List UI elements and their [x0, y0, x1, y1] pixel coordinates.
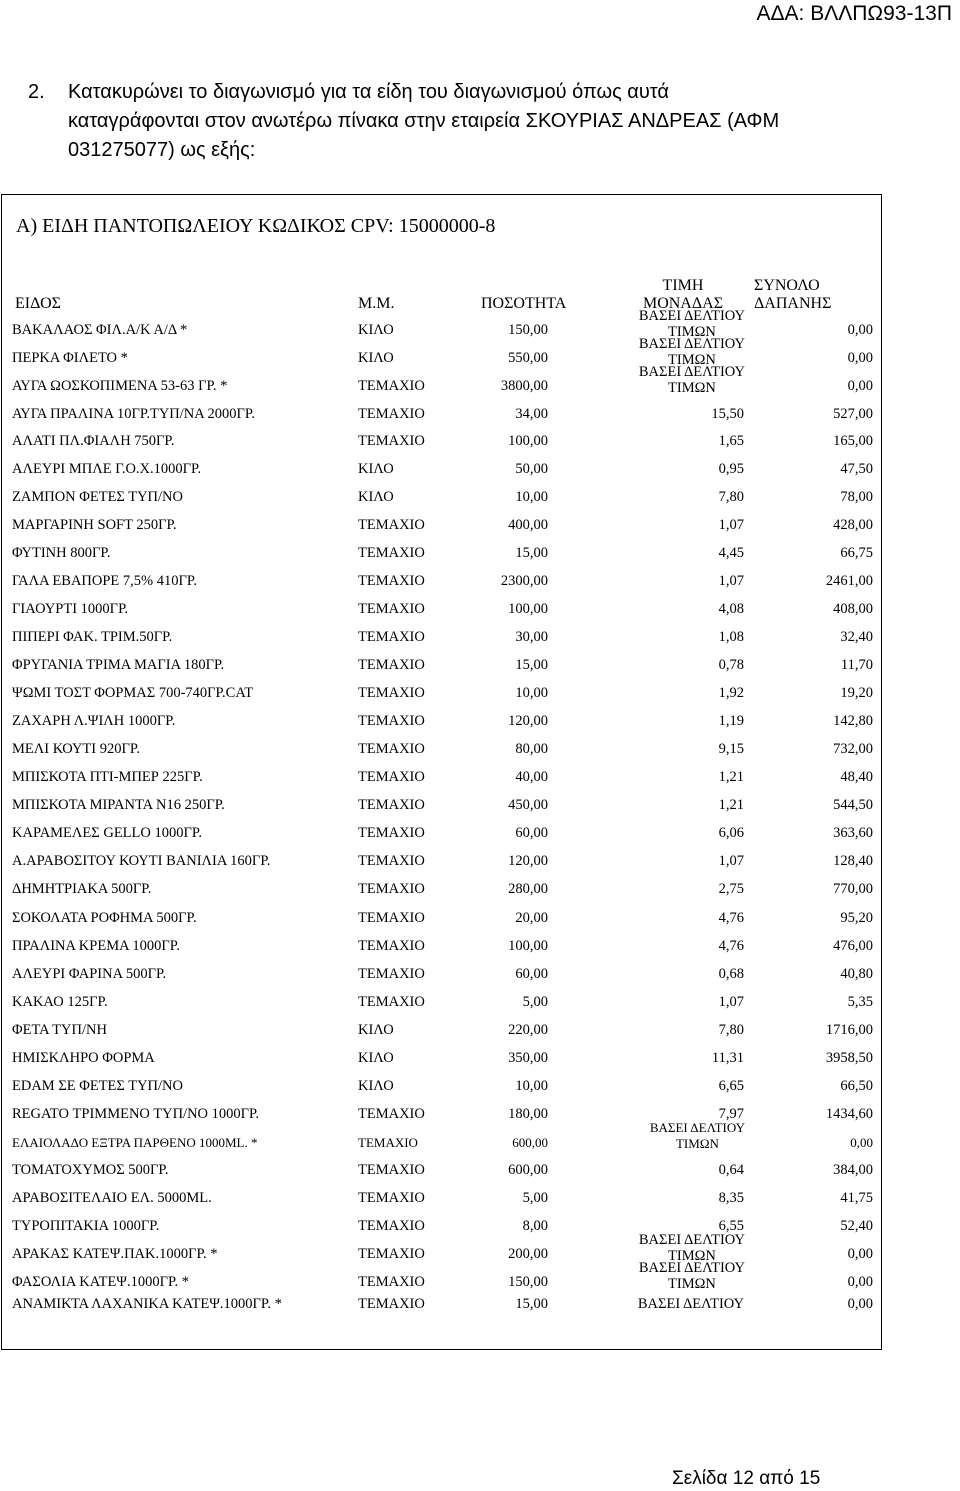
- table-row: [2, 594, 881, 622]
- cell-unit: ΤΕΜΑΧΙΟ: [358, 1162, 425, 1178]
- cell-price: 2,75: [718, 881, 744, 897]
- cell-total: 2461,00: [825, 573, 873, 589]
- cell-total: 11,70: [840, 657, 873, 673]
- cell-qty: 30,00: [515, 629, 548, 645]
- cell-unit: ΤΕΜΑΧΙΟ: [358, 938, 425, 954]
- cell-item: EDAM ΣΕ ΦΕΤΕΣ ΤΥΠ/ΝΟ: [12, 1078, 183, 1094]
- table-row: [2, 336, 881, 371]
- cell-qty: 180,00: [508, 1106, 548, 1122]
- table-row: [2, 846, 881, 874]
- col-header-total-line2: ΔΑΠΑΝΗΣ: [754, 295, 832, 312]
- intro-line-2: καταγράφονται στον ανωτέρω πίνακα στην εταιρεία ΣΚΟΥΡΙΑΣ ΑΝΔΡΕΑΣ (ΑΦΜ: [68, 110, 780, 132]
- cell-price: 9,15: [718, 741, 744, 757]
- price-note-line1: ΒΑΣΕΙ ΔΕΛΤΙΟΥ: [649, 1120, 745, 1135]
- cell-qty: 10,00: [515, 1078, 548, 1094]
- cell-item: Α.ΑΡΑΒΟΣΙΤΟΥ ΚΟΥΤΙ ΒΑΝΙΛΙΑ 160ΓΡ.: [12, 853, 271, 869]
- cell-total: 527,00: [833, 406, 873, 422]
- cell-total: 0,00: [847, 322, 873, 338]
- cell-total: 0,00: [847, 378, 873, 394]
- table-row: [2, 987, 881, 1015]
- table-row: [2, 622, 881, 650]
- cell-qty: 200,00: [508, 1246, 548, 1262]
- cell-price: 1,21: [718, 769, 744, 785]
- cell-price: 0,68: [718, 966, 744, 982]
- table-row: [2, 818, 881, 846]
- cell-price: ΒΑΣΕΙ ΔΕΛΤΙΟΥ: [637, 1296, 744, 1312]
- cell-price: 0,95: [718, 461, 744, 477]
- table-row: [2, 1043, 881, 1071]
- price-note-line1: ΒΑΣΕΙ ΔΕΛΤΙΟΥ: [638, 364, 745, 380]
- cell-price: 1,07: [718, 517, 744, 533]
- table-row: [2, 1120, 881, 1155]
- cell-item: ΑΝΑΜΙΚΤΑ ΛΑΧΑΝΙΚΑ ΚΑΤΕΨ.1000ΓΡ. *: [12, 1296, 282, 1312]
- intro-line-3: 031275077) ως εξής:: [68, 139, 256, 161]
- cell-total: 428,00: [833, 517, 873, 533]
- cell-item: ΑΛΕΥΡΙ ΦΑΡΙΝΑ 500ΓΡ.: [12, 966, 167, 982]
- cell-qty: 600,00: [512, 1135, 548, 1150]
- table-row: [2, 734, 881, 762]
- cell-qty: 150,00: [508, 1274, 548, 1290]
- cell-item: ΔΗΜΗΤΡΙΑΚΑ 500ΓΡ.: [12, 881, 152, 897]
- cell-item: ΦΡΥΓΑΝΙΑ ΤΡΙΜΑ ΜΑΓΙΑ 180ΓΡ.: [12, 657, 225, 673]
- price-note-line2: ΤΙΜΩΝ: [668, 352, 716, 368]
- cell-total: 770,00: [833, 881, 873, 897]
- cell-price-note: [650, 1120, 745, 1152]
- cell-item: ΤΟΜΑΤΟΧΥΜΟΣ 500ΓΡ.: [12, 1162, 169, 1178]
- table-row: [2, 650, 881, 678]
- cell-qty: 120,00: [508, 713, 548, 729]
- cell-qty: 15,00: [515, 657, 548, 673]
- cell-unit: ΤΕΜΑΧΙΟ: [358, 1218, 425, 1234]
- cell-qty: 5,00: [522, 1190, 548, 1206]
- cell-unit: ΤΕΜΑΧΙΟ: [358, 545, 425, 561]
- price-note-line2: ΤΙΜΩΝ: [668, 380, 716, 396]
- cell-unit: ΤΕΜΑΧΙΟ: [358, 1135, 418, 1150]
- table-row: [2, 1295, 881, 1317]
- cell-price: 11,31: [711, 1050, 744, 1066]
- cell-total: 165,00: [833, 433, 873, 449]
- table-row: [2, 364, 881, 399]
- cell-price: 1,07: [718, 994, 744, 1010]
- cell-total: 95,20: [840, 910, 873, 926]
- table-row: [2, 308, 881, 343]
- cell-total: 66,75: [840, 545, 873, 561]
- table-row: [2, 678, 881, 706]
- cell-item: ΜΕΛΙ ΚΟΥΤΙ 920ΓΡ.: [12, 741, 140, 757]
- table-row: [2, 790, 881, 818]
- price-note-line2: ΤΙΜΩΝ: [668, 1248, 716, 1264]
- cell-item: ΠΙΠΕΡΙ ΦΑΚ. ΤΡΙΜ.50ΓΡ.: [12, 629, 173, 645]
- table-row: [2, 874, 881, 902]
- cell-price: 15,50: [711, 406, 744, 422]
- cell-qty: 50,00: [515, 461, 548, 477]
- cell-qty: 60,00: [515, 825, 548, 841]
- price-note-line1: ΒΑΣΕΙ ΔΕΛΤΙΟΥ: [638, 336, 745, 352]
- table-row: [2, 454, 881, 482]
- intro-line-1: Κατακυρώνει το διαγωνισμό για τα είδη του διαγωνισμού όπως αυτά: [68, 81, 669, 103]
- col-header-total-line1: ΣΥΝΟΛΟ: [754, 277, 820, 294]
- cell-total: 19,20: [840, 685, 873, 701]
- cell-unit: ΤΕΜΑΧΙΟ: [358, 881, 425, 897]
- col-header-item: ΕΙΔΟΣ: [15, 295, 61, 312]
- cell-qty: 2300,00: [500, 573, 548, 589]
- cell-item: ΑΡΑΒΟΣΙΤΕΛΑΙΟ ΕΛ. 5000ML.: [12, 1190, 212, 1206]
- cell-total: 384,00: [833, 1162, 873, 1178]
- cell-item: ΠΡΑΛΙΝΑ ΚΡΕΜΑ 1000ΓΡ.: [12, 938, 180, 954]
- cell-price-note: [639, 1260, 745, 1292]
- cell-total: 78,00: [840, 489, 873, 505]
- cell-qty: 100,00: [508, 433, 548, 449]
- cell-unit: ΤΕΜΑΧΙΟ: [358, 573, 425, 589]
- cell-total: 52,40: [840, 1218, 873, 1234]
- cell-qty: 550,00: [508, 350, 548, 366]
- cell-qty: 600,00: [508, 1162, 548, 1178]
- cell-price: 1,19: [718, 713, 744, 729]
- cell-total: 0,00: [847, 1274, 873, 1290]
- cell-item: ΚΑΡΑΜΕΛΕΣ GELLO 1000ΓΡ.: [12, 825, 202, 841]
- cell-unit: ΤΕΜΑΧΙΟ: [358, 853, 425, 869]
- cell-total: 3958,50: [825, 1050, 873, 1066]
- cell-item: ΗΜΙΣΚΛΗΡΟ ΦΟΡΜΑ: [12, 1050, 155, 1066]
- cell-unit: ΤΕΜΑΧΙΟ: [358, 1246, 425, 1262]
- cell-unit: ΤΕΜΑΧΙΟ: [358, 825, 425, 841]
- cell-unit: ΚΙΛΟ: [358, 350, 394, 366]
- cell-unit: ΤΕΜΑΧΙΟ: [358, 1106, 425, 1122]
- cell-total: 66,50: [840, 1078, 873, 1094]
- cell-price: 0,78: [718, 657, 744, 673]
- intro-paragraph: [28, 78, 908, 165]
- table-row: [2, 1071, 881, 1099]
- price-note-line1: ΒΑΣΕΙ ΔΕΛΤΙΟΥ: [638, 308, 745, 324]
- cell-qty: 15,00: [515, 545, 548, 561]
- cell-total: 408,00: [833, 601, 873, 617]
- cell-item: ΓΙΑΟΥΡΤΙ 1000ΓΡ.: [12, 601, 129, 617]
- cell-item: REGATO ΤΡΙΜΜΕΝΟ ΤΥΠ/ΝΟ 1000ΓΡ.: [12, 1106, 260, 1122]
- cell-unit: ΤΕΜΑΧΙΟ: [358, 1190, 425, 1206]
- cell-price: 6,55: [718, 1218, 744, 1234]
- items-table: [1, 194, 882, 1350]
- cell-qty: 120,00: [508, 853, 548, 869]
- cell-item: ΨΩΜΙ ΤΟΣΤ ΦΟΡΜΑΣ 700-740ΓΡ.CAT: [12, 685, 254, 701]
- price-note-line2: ΤΙΜΩΝ: [668, 324, 716, 340]
- price-note-line2: ΤΙΜΩΝ: [675, 1136, 719, 1151]
- cell-price: 1,07: [718, 853, 744, 869]
- table-row: [2, 482, 881, 510]
- table-row: [2, 1155, 881, 1183]
- cell-unit: ΤΕΜΑΧΙΟ: [358, 657, 425, 673]
- cell-price-note: [639, 364, 745, 396]
- cell-item: ΜΠΙΣΚΟΤΑ ΠΤΙ-ΜΠΕΡ 225ΓΡ.: [12, 769, 203, 785]
- cell-price: 6,06: [718, 825, 744, 841]
- cell-unit: ΤΕΜΑΧΙΟ: [358, 601, 425, 617]
- cell-item: ΑΥΓΑ ΩΟΣΚΟΠΙΜΕΝΑ 53-63 ΓΡ. *: [12, 378, 228, 394]
- cell-unit: ΤΕΜΑΧΙΟ: [358, 685, 425, 701]
- col-header-qty: ΠΟΣΟΤΗΤΑ: [481, 295, 567, 312]
- cell-price: 1,92: [718, 685, 744, 701]
- col-header-price-line1: ΤΙΜΗ: [662, 277, 704, 294]
- table-row: [2, 399, 881, 427]
- cell-item: ΜΑΡΓΑΡΙΝΗ SOFT 250ΓΡ.: [12, 517, 177, 533]
- cell-unit: ΤΕΜΑΧΙΟ: [358, 910, 425, 926]
- table-row: [2, 1099, 881, 1127]
- ada-code: ΑΔΑ: ΒΛΛΠΩ93-13Π: [756, 2, 952, 25]
- cell-unit: ΚΙΛΟ: [358, 489, 394, 505]
- table-row: [2, 1211, 881, 1239]
- table-row: [2, 762, 881, 790]
- table-row: [2, 706, 881, 734]
- cell-qty: 34,00: [515, 406, 548, 422]
- cell-price: 4,45: [718, 545, 744, 561]
- cell-item: ΖΑΧΑΡΗ Λ.ΨΙΛΗ 1000ΓΡ.: [12, 713, 176, 729]
- cell-item: ΑΛΑΤΙ ΠΛ.ΦΙΑΛΗ 750ΓΡ.: [12, 433, 175, 449]
- cell-unit: ΤΕΜΑΧΙΟ: [358, 713, 425, 729]
- cell-qty: 10,00: [515, 685, 548, 701]
- cell-qty: 100,00: [508, 938, 548, 954]
- cell-price: 7,80: [718, 489, 744, 505]
- cell-price: 1,08: [718, 629, 744, 645]
- cell-price: 4,76: [718, 910, 744, 926]
- col-header-unit: Μ.Μ.: [358, 295, 395, 312]
- cell-price: 7,80: [718, 1022, 744, 1038]
- cell-unit: ΚΙΛΟ: [358, 1078, 394, 1094]
- cell-total: 128,40: [833, 853, 873, 869]
- table-row: [2, 1183, 881, 1211]
- cell-unit: ΤΕΜΑΧΙΟ: [358, 378, 425, 394]
- cell-unit: ΤΕΜΑΧΙΟ: [358, 1296, 425, 1312]
- cell-unit: ΤΕΜΑΧΙΟ: [358, 517, 425, 533]
- cell-price: 8,35: [718, 1190, 744, 1206]
- cell-qty: 10,00: [515, 489, 548, 505]
- cell-item: ΦΥΤΙΝΗ 800ΓΡ.: [12, 545, 111, 561]
- cell-qty: 3800,00: [500, 378, 548, 394]
- cell-qty: 220,00: [508, 1022, 548, 1038]
- cell-unit: ΚΙΛΟ: [358, 1050, 394, 1066]
- table-row: [2, 566, 881, 594]
- price-note-line2: ΤΙΜΩΝ: [668, 1276, 716, 1292]
- col-header-price-line2: ΜΟΝΑΔΑΣ: [642, 295, 724, 312]
- cell-total: 41,75: [840, 1190, 873, 1206]
- cell-item: ΦΑΣΟΛΙΑ ΚΑΤΕΨ.1000ΓΡ. *: [12, 1274, 189, 1290]
- cell-price: 0,64: [718, 1162, 744, 1178]
- cell-unit: ΚΙΛΟ: [358, 1022, 394, 1038]
- cell-unit: ΤΕΜΑΧΙΟ: [358, 741, 425, 757]
- cell-total: 0,00: [847, 1296, 873, 1312]
- cell-item: ΕΛΑΙΟΛΑΔΟ ΕΞΤΡΑ ΠΑΡΘΕΝΟ 1000ML. *: [12, 1135, 258, 1150]
- cell-item: ΜΠΙΣΚΟΤΑ ΜΙΡΑΝΤΑ Ν16 250ΓΡ.: [12, 797, 225, 813]
- cell-price: 6,65: [718, 1078, 744, 1094]
- cell-unit: ΤΕΜΑΧΙΟ: [358, 629, 425, 645]
- cell-price: 1,21: [718, 797, 744, 813]
- cell-total: 47,50: [840, 461, 873, 477]
- table-row: [2, 959, 881, 987]
- cell-price: 1,65: [718, 433, 744, 449]
- cell-item: ΒΑΚΑΛΑΟΣ ΦΙΛ.Α/Κ Α/Δ *: [12, 322, 188, 338]
- cell-total: 0,00: [847, 1246, 873, 1262]
- table-row: [2, 931, 881, 959]
- price-note-line1: ΒΑΣΕΙ ΔΕΛΤΙΟΥ: [638, 1232, 745, 1248]
- cell-item: ΦΕΤΑ ΤΥΠ/ΝΗ: [12, 1022, 107, 1038]
- table-row: [2, 426, 881, 454]
- cell-unit: ΤΕΜΑΧΙΟ: [358, 769, 425, 785]
- cell-total: 0,00: [847, 350, 873, 366]
- cell-total: 32,40: [840, 629, 873, 645]
- table-row: [2, 510, 881, 538]
- cell-total: 544,50: [833, 797, 873, 813]
- cell-qty: 450,00: [508, 797, 548, 813]
- cell-price: 7,97: [718, 1106, 744, 1122]
- cell-qty: 150,00: [508, 322, 548, 338]
- table-row: [2, 1232, 881, 1267]
- section-title: Α) ΕΙΔΗ ΠΑΝΤΟΠΩΛΕΙΟΥ ΚΩΔΙΚΟΣ CPV: 15000000-8: [16, 215, 496, 237]
- cell-qty: 350,00: [508, 1050, 548, 1066]
- cell-total: 732,00: [833, 741, 873, 757]
- price-note-line1: ΒΑΣΕΙ ΔΕΛΤΙΟΥ: [638, 1260, 745, 1276]
- cell-qty: 40,00: [515, 769, 548, 785]
- cell-total: 476,00: [833, 938, 873, 954]
- cell-unit: ΚΙΛΟ: [358, 322, 394, 338]
- cell-item: ΣΟΚΟΛΑΤΑ ΡΟΦΗΜΑ 500ΓΡ.: [12, 910, 197, 926]
- cell-unit: ΤΕΜΑΧΙΟ: [358, 994, 425, 1010]
- cell-total: 1716,00: [825, 1022, 873, 1038]
- cell-item: ΓΑΛΑ ΕΒΑΠΟΡΕ 7,5% 410ΓΡ.: [12, 573, 197, 589]
- cell-total: 48,40: [840, 769, 873, 785]
- table-row: [2, 903, 881, 931]
- cell-item: ΠΕΡΚΑ ΦΙΛΕΤΟ *: [12, 350, 128, 366]
- cell-unit: ΤΕΜΑΧΙΟ: [358, 433, 425, 449]
- cell-unit: ΤΕΜΑΧΙΟ: [358, 797, 425, 813]
- cell-item: ΑΥΓΑ ΠΡΑΛΙΝΑ 10ΓΡ.ΤΥΠ/ΝΑ 2000ΓΡ.: [12, 406, 256, 422]
- table-row: [2, 538, 881, 566]
- page-footer: Σελίδα 12 από 15: [672, 1468, 821, 1489]
- cell-qty: 100,00: [508, 601, 548, 617]
- cell-qty: 60,00: [515, 966, 548, 982]
- cell-qty: 15,00: [515, 1296, 548, 1312]
- table-row: [2, 1260, 881, 1295]
- cell-item: ΤΥΡΟΠΙΤΑΚΙΑ 1000ΓΡ.: [12, 1218, 160, 1234]
- cell-item: ΖΑΜΠΟΝ ΦΕΤΕΣ ΤΥΠ/ΝΟ: [12, 489, 184, 505]
- cell-item: ΑΡΑΚΑΣ ΚΑΤΕΨ.ΠΑΚ.1000ΓΡ. *: [12, 1246, 218, 1262]
- cell-item: ΚΑΚΑΟ 125ΓΡ.: [12, 994, 108, 1010]
- cell-price: 4,08: [718, 601, 744, 617]
- cell-unit: ΤΕΜΑΧΙΟ: [358, 406, 425, 422]
- cell-unit: ΤΕΜΑΧΙΟ: [358, 966, 425, 982]
- cell-qty: 280,00: [508, 881, 548, 897]
- cell-unit: ΤΕΜΑΧΙΟ: [358, 1274, 425, 1290]
- cell-total: 1434,60: [825, 1106, 873, 1122]
- cell-item: ΑΛΕΥΡΙ ΜΠΛΕ Γ.Ο.Χ.1000ΓΡ.: [12, 461, 202, 477]
- cell-total: 0,00: [850, 1135, 873, 1150]
- cell-qty: 8,00: [522, 1218, 548, 1234]
- cell-price: 4,76: [718, 938, 744, 954]
- cell-qty: 80,00: [515, 741, 548, 757]
- col-header-total: [754, 277, 831, 313]
- table-row: [2, 1015, 881, 1043]
- cell-price: 1,07: [718, 573, 744, 589]
- cell-total: 363,60: [833, 825, 873, 841]
- cell-qty: 20,00: [515, 910, 548, 926]
- cell-total: 5,35: [847, 994, 873, 1010]
- cell-qty: 5,00: [522, 994, 548, 1010]
- cell-unit: ΚΙΛΟ: [358, 461, 394, 477]
- cell-total: 142,80: [833, 713, 873, 729]
- cell-total: 40,80: [840, 966, 873, 982]
- intro-number: 2.: [28, 81, 45, 103]
- cell-qty: 400,00: [508, 517, 548, 533]
